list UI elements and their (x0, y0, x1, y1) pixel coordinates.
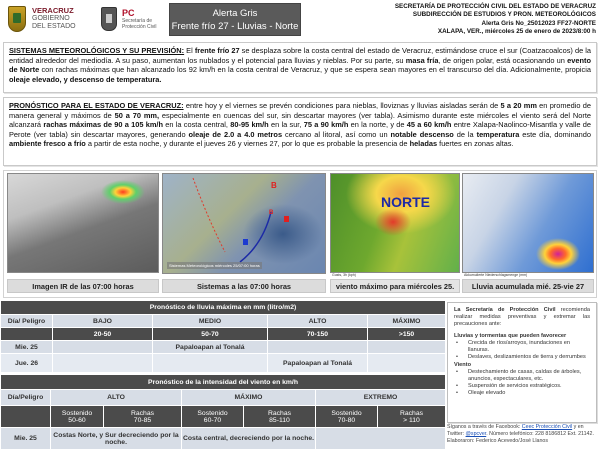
text: este día, dominando (519, 129, 591, 139)
logo-text: Secretaría de (122, 18, 153, 24)
table-header: BAJO (53, 315, 153, 328)
systems-panel (3, 42, 597, 93)
list-item: • Crecida de ríos/arroyos, inundaciones en llanuras. (454, 340, 590, 354)
text-bold: 80-95 km/h (230, 120, 269, 130)
table-cell: Papaloapan al Tonalá (153, 341, 268, 354)
table-cell (368, 341, 446, 354)
map-note: Gusts, 3h (kph) (332, 273, 356, 277)
recommendations-panel (447, 302, 597, 423)
norte-label: NORTE (381, 194, 430, 210)
facebook-link[interactable]: Ceec Protección Civil (521, 424, 573, 430)
header (0, 0, 600, 38)
text-bold: heladas (409, 139, 438, 149)
weather-systems-map[interactable] (162, 173, 326, 274)
text: en la sur, (268, 120, 304, 130)
text-bold: notable descenso (390, 129, 454, 139)
table-row (1, 428, 446, 450)
text: cercano al litoral, así como un (282, 129, 391, 139)
twitter-link[interactable]: @spcver (465, 431, 487, 437)
range-cell (1, 328, 53, 341)
text-bold: 75 a 90 km/h (303, 120, 349, 130)
table-row (1, 341, 446, 354)
image-caption: Imagen IR de las 07:00 horas (7, 279, 159, 293)
table-cell (53, 341, 153, 354)
text: de la (453, 129, 477, 139)
text: , de origen polar, está ocasionando un (438, 55, 568, 65)
table-header: MÁXIMO (368, 315, 446, 328)
list-item: • Suspensión de servicios estratégicos. (454, 383, 590, 390)
alert-title: Alerta Gris (212, 8, 258, 19)
alert-subtitle: Frente frío 27 - Lluvias - Norte (171, 21, 299, 32)
text-bold: 5 a 20 mm (500, 101, 537, 110)
images-strip (3, 170, 597, 298)
day-cell: Mie. 25 (1, 341, 53, 354)
text: con rachas máximas que han alcanzado los 92 km/h en la costa central de Veracruz, y que se espera sean mayores en el transcurso del día. Adicionalmente, propicia (39, 65, 591, 75)
text-bold: oleaje de 2.0 a 4.0 metros (188, 129, 283, 139)
table-title: Pronóstico de lluvia máxima en mm (litro/m2) (1, 301, 446, 315)
text-bold: oleaje elevado, y descenso de temperatura. (9, 74, 162, 84)
veracruz-government-logo (8, 3, 83, 35)
text: fuertes en zonas altas. (437, 139, 514, 149)
subheader-range: 50-60 (68, 416, 86, 424)
table-cell: Costa central, decreciendo por la noche. (182, 428, 316, 450)
subheader-label: Rachas (267, 409, 292, 417)
text: en promedio de manera general y máximos de (9, 101, 592, 120)
subheader-label: Rachas (130, 409, 155, 417)
table-cell (368, 354, 446, 373)
rain-forecast-table (0, 300, 446, 373)
day-cell: Jue. 26 (1, 354, 53, 373)
rain-risks-title: Lluvias y tormentas que pueden favorecer (454, 333, 567, 339)
text: recomienda realizar medidas preventivas y extremar las precauciones ante: (454, 307, 590, 327)
text: y en Twitter: (447, 424, 584, 437)
text: a partir de esta noche, y durante el jueves 26 y viernes 27, por lo que es probable la presencia de (85, 139, 410, 149)
table-cell (53, 354, 153, 373)
wind-forecast-table (0, 374, 446, 450)
table-row (1, 354, 446, 373)
subheader-range: 70-80 (337, 416, 356, 424)
image-caption: Sistemas a las 07:00 horas (162, 279, 326, 293)
table-cell (268, 341, 368, 354)
text-bold: ambiente fresco a frío (9, 139, 86, 149)
table-header: MÁXIMO (182, 390, 316, 406)
list-item: • Oleaje elevado (454, 390, 590, 397)
section-title: PRONÓSTICO PARA EL ESTADO DE VERACRUZ: (9, 101, 184, 110)
subheader-label: Sostenido (331, 409, 362, 417)
table-header: Día/ Peligro (1, 315, 53, 328)
subheader-range: 85-110 (269, 416, 290, 424)
text: . Número telefónico: 228 8186812 Ext. 21142. Elaboraron: Federico Acevedo/José Llanos (447, 431, 594, 444)
table-cell: Papaloapan al Tonalá (268, 354, 368, 373)
forecast-panel (3, 97, 597, 166)
text: entre hoy y el viernes se prevén condiciones para nieblas, lloviznas y lluvias aisladas serán de (183, 101, 501, 110)
logo-text: GOBIERNO (32, 15, 70, 22)
range-cell: 50-70 (153, 328, 268, 341)
image-caption: viento máximo para miércoles 25. (330, 279, 460, 293)
subheader-range: > 110 (403, 416, 420, 424)
image-caption: Lluvia acumulada mié. 25-vie 27 (462, 279, 594, 293)
day-cell: Mie. 25 (1, 428, 51, 450)
text-bold: rachas máximas de 90 a 105 km/h (43, 120, 163, 130)
text-bold: masa fría (405, 55, 439, 65)
text-bold: La Secretaría de Protección Civil (454, 307, 556, 313)
table-title: Pronóstico de la intensidad del viento en km/h (1, 375, 446, 390)
list-item: • Destechamiento de casas, caídas de árboles, anuncios, espectaculares, etc. (454, 369, 590, 383)
issue-date: XALAPA, VER., miércoles 25 de enero de 2023/8:00 h (437, 27, 596, 35)
table-header: ALTO (51, 390, 182, 406)
alert-title-box (169, 3, 301, 36)
text: entre Xalapa-Naolinco-Misantla y valle de Perote (ver tabla) sin descartar mayores, generando (9, 120, 591, 139)
table-cell: Costas Norte, y Sur decreciendo por la noche. (51, 428, 182, 450)
subheader-label: Sostenido (197, 409, 228, 417)
list-item: • Deslaves, deslizamientos de tierra y derrumbes (454, 354, 590, 361)
logo-text: VERACRUZ (32, 6, 74, 15)
text: en la costa central, (163, 120, 231, 130)
svg-text:B: B (271, 181, 277, 190)
text-bold: 50 a 70 mm, (114, 110, 160, 120)
subheader-range: 60-70 (203, 416, 222, 424)
agency-info (296, 3, 596, 36)
range-cell: >150 (368, 328, 446, 341)
table-cell (316, 428, 446, 450)
accumulated-rain-map[interactable] (462, 173, 594, 273)
front-lines-icon (163, 174, 326, 274)
table-header: EXTREMO (316, 390, 446, 406)
logo-text: PC (122, 8, 135, 18)
wind-risks-list (454, 369, 590, 397)
subheader-label: Rachas (399, 409, 424, 417)
text-bold: frente frío 27 (194, 46, 240, 55)
veracruz-shield-icon (8, 6, 26, 32)
text-bold: temperatura (476, 129, 520, 139)
svg-text:B: B (269, 210, 274, 216)
contact-info (447, 424, 599, 445)
table-header: ALTO (268, 315, 368, 328)
range-cell: 20-50 (53, 328, 153, 341)
text: especialmente en cuencas del sur, sin descartar mayores (ver tabla). Asimismo durante este miércoles el viento será del Norte alcanzará (9, 110, 591, 130)
table-header: MEDIO (153, 315, 268, 328)
agency-name: SECRETARÍA DE PROTECCIÓN CIVIL DEL ESTADO DE VERACRUZ (394, 3, 596, 10)
text: en la norte, y de (348, 120, 407, 130)
text: El (184, 46, 195, 55)
range-cell: 70-150 (268, 328, 368, 341)
table-cell (153, 354, 268, 373)
logo-text: DEL ESTADO (32, 23, 76, 30)
alert-number: Alerta Gris No_25012023 FF27-NORTE (481, 19, 596, 27)
agency-subdirection: SUBDIRECCIÓN DE ESTUDIOS Y PRON. METEOROLÓGICOS (412, 11, 596, 19)
wind-risks-title: Viento (454, 362, 471, 368)
text-bold: 45 a 60 km/h (406, 120, 452, 130)
rain-risks-list (454, 340, 590, 361)
map-note: Akkumulierte Niederschlagsmenge (mm) (464, 273, 528, 277)
wind-gust-map[interactable] (330, 173, 460, 273)
text: Síganos a través de Facebook: (447, 424, 522, 430)
subheader-label: Sostenido (61, 409, 93, 417)
ir-satellite-image[interactable] (7, 173, 159, 273)
image-tag: Sistemas Meteorológicos miércoles 25/07:00 horas (169, 263, 260, 268)
table-header: Día/Peligro (1, 390, 51, 406)
logo-text: Protección Civil (122, 24, 157, 30)
text: se desplaza sobre la costa central del estado de Veracruz, estimándose cruce el sur (Coatzacoalcos) de la entidad alrededor del mediodía. A su paso, aumentan los nublados y el potencial para lluvias y nieblas. Por su parte, su (9, 46, 591, 65)
proteccion-civil-logo (101, 3, 171, 35)
subheader-range: 70-85 (133, 416, 152, 424)
pc-emblem-icon (101, 7, 117, 31)
section-title: SISTEMAS METEOROLÓGICOS Y SU PREVISIÓN: (9, 46, 185, 55)
text-bold: evento de Norte (9, 55, 591, 75)
